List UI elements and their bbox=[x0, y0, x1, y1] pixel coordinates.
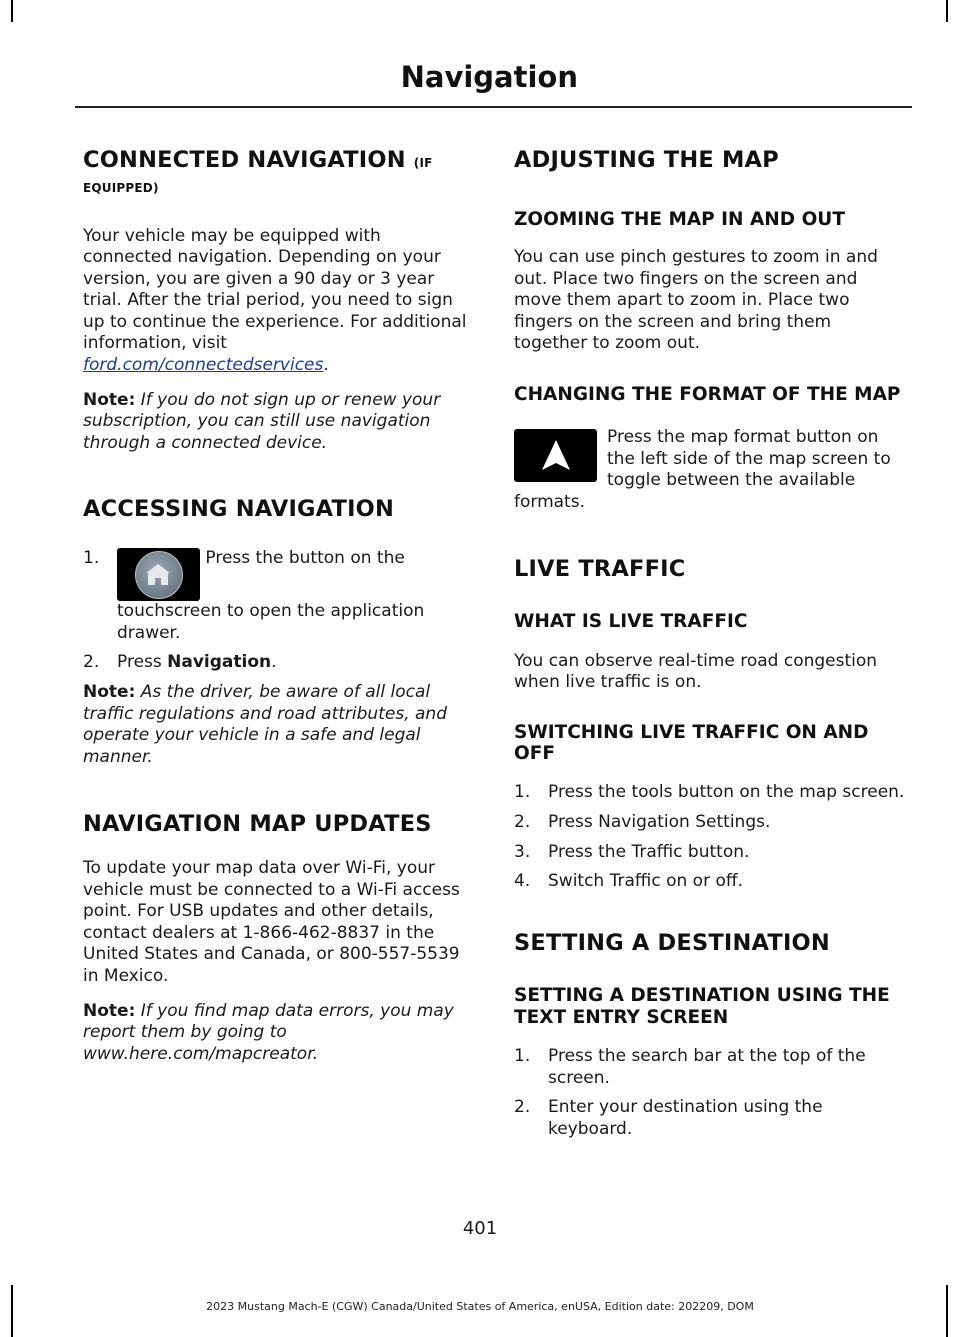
connected-navigation-heading: CONNECTED NAVIGATION (IF EQUIPPED) bbox=[83, 147, 433, 195]
list-item: 1. Press the tools button on the map screen. bbox=[514, 782, 905, 803]
format-heading: CHANGING THE FORMAT OF THE MAP bbox=[514, 383, 901, 405]
left-column bbox=[83, 148, 473, 1065]
connected-navigation-body: Your vehicle may be equipped with connected navigation. Depending on your version, you are given a 90 day or 3 year trial. After the trial period, you need to sign up to continue the experience. For additional information, visit ford.com/connectedservices. bbox=[83, 225, 467, 376]
accessing-note: Note: As the driver, be aware of all local traffic regulations and road attributes, and operate your vehicle in a safe and legal manner. bbox=[83, 681, 447, 767]
destination-steps-list bbox=[514, 1046, 908, 1140]
list-item: 2. Enter your destination using the keyboard. bbox=[514, 1097, 823, 1139]
what-is-live-traffic-heading: WHAT IS LIVE TRAFFIC bbox=[514, 611, 748, 633]
list-item: 4. Switch Traffic on or off. bbox=[514, 871, 743, 892]
step-1-text: Press the button on the touchscreen to open the application drawer. bbox=[117, 548, 425, 643]
setting-destination-heading: SETTING A DESTINATION bbox=[514, 929, 830, 956]
page-section-title: Navigation bbox=[400, 60, 578, 94]
accessing-step-2: 2. Press Navigation. bbox=[83, 652, 277, 673]
map-updates-heading: NAVIGATION MAP UPDATES bbox=[83, 811, 432, 838]
connected-services-link[interactable]: ford.com/connectedservices bbox=[83, 355, 324, 376]
map-updates-body: To update your map data over Wi-Fi, your vehicle must be connected to a Wi-Fi access point. For USB updates and other details, contact dealers at 1-866-462-8837 in the United States and Canada, or 800-557-5539 in Mexico. bbox=[83, 858, 460, 987]
header-divider bbox=[75, 106, 912, 108]
format-instruction bbox=[514, 427, 908, 513]
format-body: Press the map format button on the left side of the map screen to toggle between the available formats. bbox=[514, 427, 891, 513]
connected-navigation-note: Note: If you do not sign up or renew your subscription, you can still use navigation through a connected device. bbox=[83, 389, 441, 453]
traffic-steps-list bbox=[514, 782, 908, 892]
right-column bbox=[514, 148, 908, 1140]
adjusting-map-heading: ADJUSTING THE MAP bbox=[514, 147, 779, 173]
list-item: 2. Press Navigation Settings. bbox=[514, 811, 771, 832]
navigation-option: Navigation bbox=[167, 652, 272, 673]
if-equipped-label: (IF EQUIPPED) bbox=[83, 156, 433, 195]
accessing-step-1: 1. Press the button on the touchscreen to open the application drawer. bbox=[83, 548, 425, 643]
zoom-body: You can use pinch gestures to zoom in and out. Place two fingers on the screen and move them apart to zoom in. Place two fingers on the screen and bring them together to zoom out. bbox=[514, 247, 878, 354]
home-icon bbox=[117, 548, 200, 601]
accessing-navigation-heading: ACCESSING NAVIGATION bbox=[83, 496, 395, 523]
document-info: 2023 Mustang Mach-E (CGW) Canada/United States of America, enUSA, Edition date: 202209, DOM bbox=[206, 1300, 754, 1313]
page-number: 401 bbox=[462, 1218, 498, 1239]
what-is-live-traffic-body: You can observe real-time road congestion when live traffic is on. bbox=[514, 650, 878, 693]
crop-mark bbox=[946, 0, 948, 22]
text-entry-heading: SETTING A DESTINATION USING THE TEXT ENTRY SCREEN bbox=[514, 985, 890, 1028]
list-item: 1. Press the search bar at the top of the screen. bbox=[514, 1046, 866, 1088]
live-traffic-heading: LIVE TRAFFIC bbox=[514, 555, 686, 582]
map-format-arrow-icon bbox=[514, 429, 597, 482]
list-item: 3. Press the Traffic button. bbox=[514, 841, 750, 862]
map-updates-note: Note: If you find map data errors, you may report them by going to www.here.com/mapcreator. bbox=[83, 1000, 454, 1064]
zoom-heading: ZOOMING THE MAP IN AND OUT bbox=[514, 208, 845, 230]
switch-traffic-heading: SWITCHING LIVE TRAFFIC ON AND OFF bbox=[514, 721, 869, 765]
crop-mark bbox=[11, 0, 13, 22]
